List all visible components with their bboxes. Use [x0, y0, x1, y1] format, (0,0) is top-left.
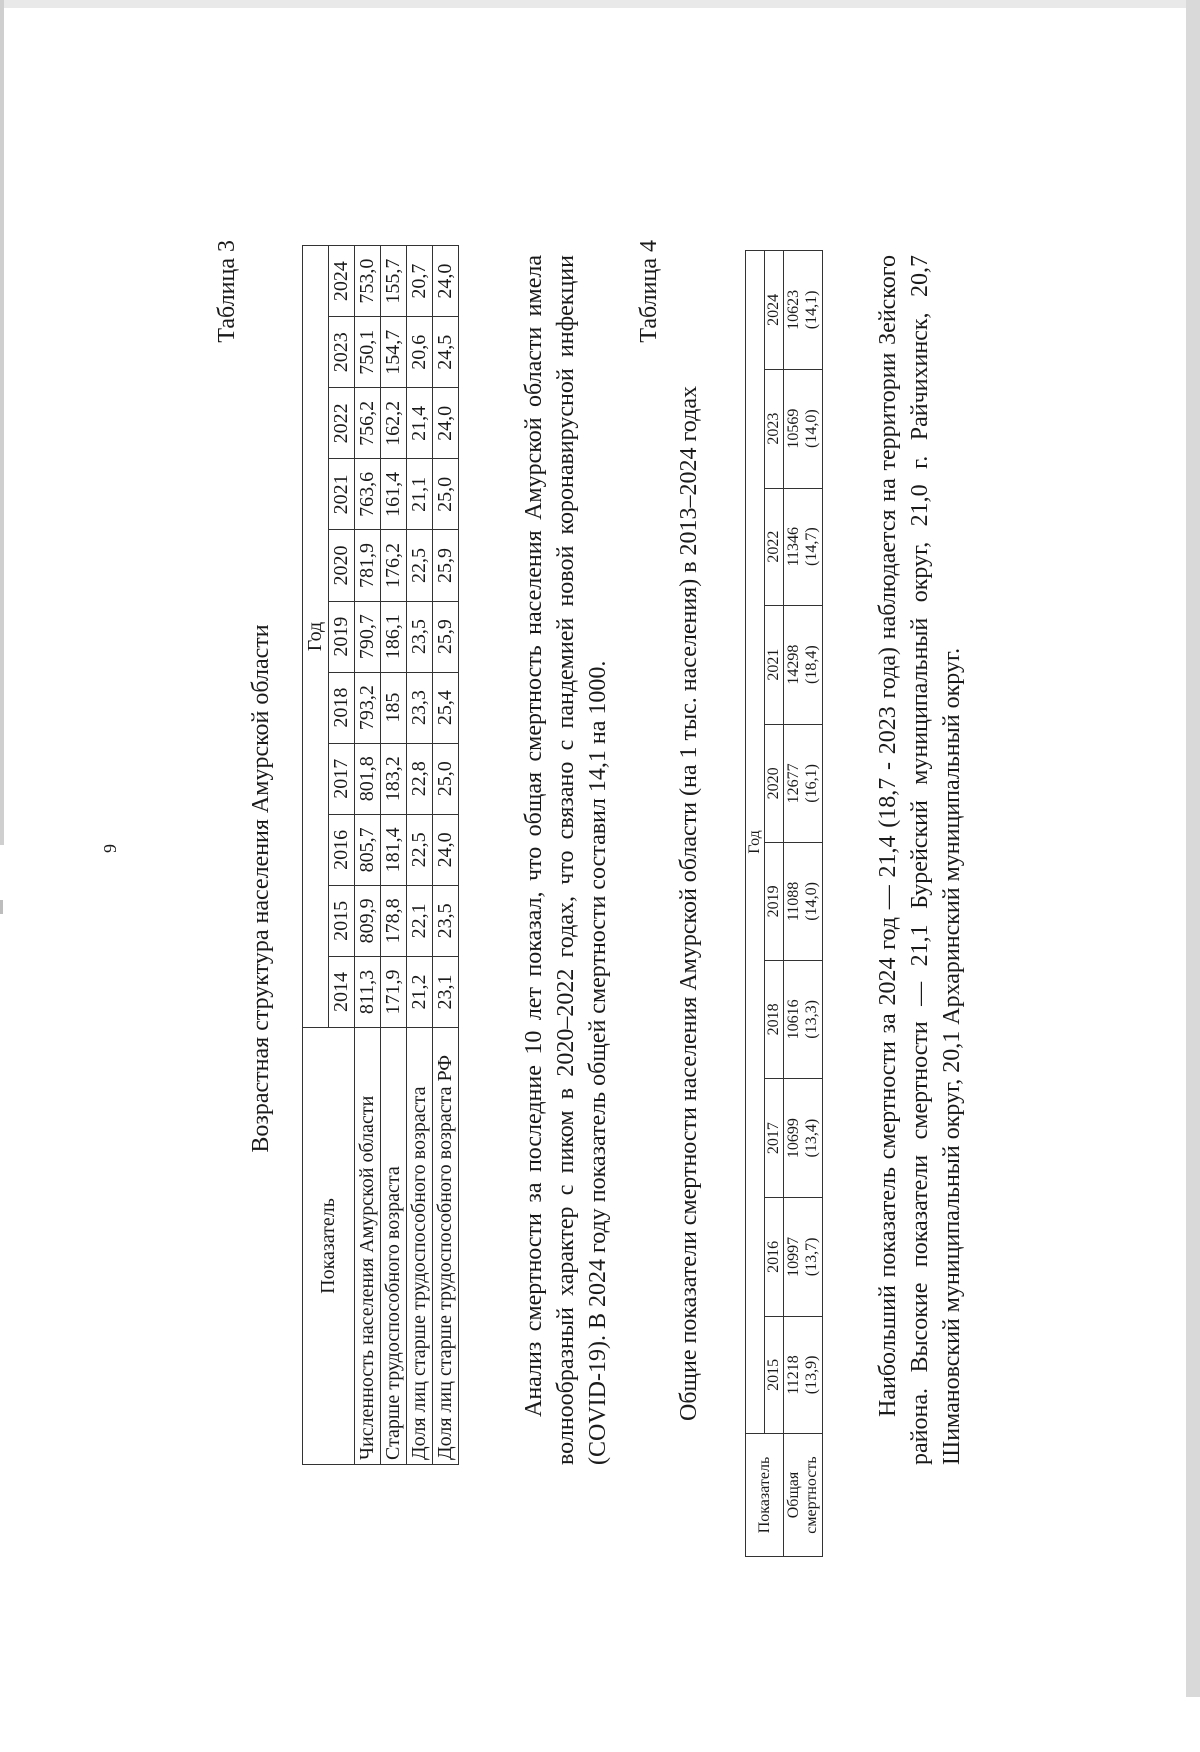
table3-year-header: Год — [303, 246, 329, 1028]
table4-abs-value: 10623 — [785, 289, 802, 330]
table4-year-2016: 2016 — [765, 1198, 784, 1317]
table4-abs-value: 11218 — [785, 1355, 802, 1395]
table3-row-name: Численность населения Амурской области — [355, 1028, 381, 1465]
table3-cell: 25,4 — [433, 672, 459, 743]
table4-year-header: Год — [746, 251, 765, 1434]
table3-cell: 20,6 — [407, 317, 433, 388]
paragraph-highest-mortality: Наибольший показатель смертности за 2024 год — 21,4 (18,7 - 2023 года) наблюдается на территории Зейского района. Высокие показатели смертности — 21,1 Бурейский муниципальный округ, 21,0 г. Райчихинск, 20,7 Шимановский муниципальный округ, 20,1 Архаринский муниципальный округ. — [875, 255, 965, 1465]
table4-caption: Общие показатели смертности населения Амурской области (на 1 тыс. населения) в 2013–2024 годах — [676, 386, 702, 1421]
table3-row-name: Старше трудоспособного возраста — [381, 1028, 407, 1465]
table3-cell: 178,8 — [381, 885, 407, 956]
table-row — [407, 246, 433, 1465]
table3-cell: 162,2 — [381, 388, 407, 459]
table3-cell: 22,5 — [407, 814, 433, 885]
table3-cell: 171,9 — [381, 956, 407, 1027]
table3-cell: 805,7 — [355, 814, 381, 885]
table3-year-2014: 2014 — [329, 956, 355, 1027]
table3-cell: 24,0 — [433, 388, 459, 459]
table4-abs-value: 12677 — [785, 763, 802, 804]
table3-cell: 801,8 — [355, 743, 381, 814]
table3-row-name: Доля лиц старше трудоспособного возраста РФ — [433, 1028, 459, 1465]
table3-cell: 25,0 — [433, 459, 459, 530]
table4-cell — [784, 1198, 823, 1317]
table3-cell: 809,9 — [355, 885, 381, 956]
table4-rate: (13,4) — [803, 1118, 820, 1158]
table3-cell: 22,5 — [407, 530, 433, 601]
table4-rate: (16,1) — [803, 764, 820, 803]
table4-abs-value: 10616 — [785, 999, 802, 1040]
table3-cell: 753,0 — [355, 246, 381, 317]
table3-cell: 154,7 — [381, 317, 407, 388]
table4-year-2021: 2021 — [765, 605, 784, 724]
table3-cell: 21,2 — [407, 956, 433, 1027]
table3-year-2016: 2016 — [329, 814, 355, 885]
table4-rate: (14,1) — [803, 290, 820, 330]
table4-rate: (14,0) — [803, 409, 820, 448]
table4-row-name: Общая смертность — [784, 1434, 823, 1557]
table3-year-2019: 2019 — [329, 601, 355, 672]
table3-year-2023: 2023 — [329, 317, 355, 388]
table4-year-2020: 2020 — [765, 724, 784, 843]
table3-cell: 155,7 — [381, 246, 407, 317]
table3-indicator-header: Показатель — [303, 1028, 355, 1465]
table3-cell: 811,3 — [355, 956, 381, 1027]
table3-cell: 185 — [381, 672, 407, 743]
table3-cell: 23,5 — [407, 601, 433, 672]
paragraph-mortality-analysis: Анализ смертности за последние 10 лет показал, что общая смертность населения Амурской области имела волнообразный характер с пиком в 2020–2022 годах, что связано с пандемией новой коронавирусной инфекции (COVID-19). В 2024 году показатель общей смертности составил 14,1 на 1000. — [521, 255, 611, 1465]
table4-cell — [784, 724, 823, 843]
table3-caption: Возрастная структура населения Амурской области — [248, 624, 274, 1153]
table3-cell: 23,3 — [407, 672, 433, 743]
table3-year-2024: 2024 — [329, 246, 355, 317]
table3-label: Таблица 3 — [214, 240, 240, 343]
table-row — [433, 246, 459, 1465]
table4-year-2015: 2015 — [765, 1316, 784, 1433]
table4-abs-value: 14298 — [785, 644, 802, 685]
table3-cell: 183,2 — [381, 743, 407, 814]
table3-cell: 186,1 — [381, 601, 407, 672]
table4-rate: (13,3) — [803, 1000, 820, 1039]
table3-cell: 20,7 — [407, 246, 433, 317]
table3-cell: 24,5 — [433, 317, 459, 388]
table3-year-2018: 2018 — [329, 672, 355, 743]
table4-abs-value: 11088 — [785, 881, 802, 922]
table4-cell — [784, 251, 823, 370]
table3-cell: 22,8 — [407, 743, 433, 814]
table4-year-2017: 2017 — [765, 1079, 784, 1198]
table3-cell: 25,9 — [433, 530, 459, 601]
table3-cell: 181,4 — [381, 814, 407, 885]
table3-cell: 22,1 — [407, 885, 433, 956]
table4-cell — [784, 1079, 823, 1198]
table3-cell: 790,7 — [355, 601, 381, 672]
table3-cell: 793,2 — [355, 672, 381, 743]
table3-cell: 24,0 — [433, 814, 459, 885]
table3-cell: 756,2 — [355, 388, 381, 459]
table3-cell: 25,9 — [433, 601, 459, 672]
table3-cell: 781,9 — [355, 530, 381, 601]
table3-cell: 176,2 — [381, 530, 407, 601]
page-number: 9 — [100, 844, 120, 853]
table-row — [784, 251, 823, 1557]
table-row — [381, 246, 407, 1465]
table3-year-2017: 2017 — [329, 743, 355, 814]
table4-year-2022: 2022 — [765, 488, 784, 605]
table4-cell — [784, 1316, 823, 1433]
table4-cell — [784, 960, 823, 1079]
table3-year-2020: 2020 — [329, 530, 355, 601]
table3-cell: 24,0 — [433, 246, 459, 317]
table4-label: Таблица 4 — [636, 240, 662, 343]
table4-rate: (18,4) — [803, 645, 820, 684]
table3-year-2015: 2015 — [329, 885, 355, 956]
table-age-structure — [302, 245, 459, 1465]
table4-abs-value: 10997 — [785, 1236, 802, 1277]
table3-cell: 21,4 — [407, 388, 433, 459]
table3-cell: 21,1 — [407, 459, 433, 530]
table4-abs-value: 10699 — [785, 1118, 802, 1159]
table4-rate: (14,0) — [803, 882, 820, 921]
table-mortality — [745, 250, 823, 1557]
table4-cell — [784, 605, 823, 724]
table4-abs-value: 10569 — [785, 408, 802, 449]
table4-year-2019: 2019 — [765, 843, 784, 960]
table3-row-name: Доля лиц старше трудоспособного возраста — [407, 1028, 433, 1465]
table4-cell — [784, 488, 823, 605]
table3-cell: 750,1 — [355, 317, 381, 388]
table-row — [355, 246, 381, 1465]
table4-year-2018: 2018 — [765, 960, 784, 1079]
table3-year-2022: 2022 — [329, 388, 355, 459]
table4-rate: (14,7) — [803, 527, 820, 566]
table3-cell: 23,1 — [433, 956, 459, 1027]
table3-cell: 25,0 — [433, 743, 459, 814]
table4-year-2023: 2023 — [765, 369, 784, 488]
table4-year-2024: 2024 — [765, 251, 784, 370]
table4-cell — [784, 843, 823, 960]
table4-rate: (13,7) — [803, 1237, 820, 1277]
table3-cell: 763,6 — [355, 459, 381, 530]
table4-abs-value: 11346 — [785, 526, 802, 567]
table4-cell — [784, 369, 823, 488]
table4-indicator-header: Показатель — [746, 1434, 784, 1557]
table4-rate: (13,9) — [803, 1355, 820, 1395]
table3-cell: 23,5 — [433, 885, 459, 956]
table3-cell: 161,4 — [381, 459, 407, 530]
table3-year-2021: 2021 — [329, 459, 355, 530]
